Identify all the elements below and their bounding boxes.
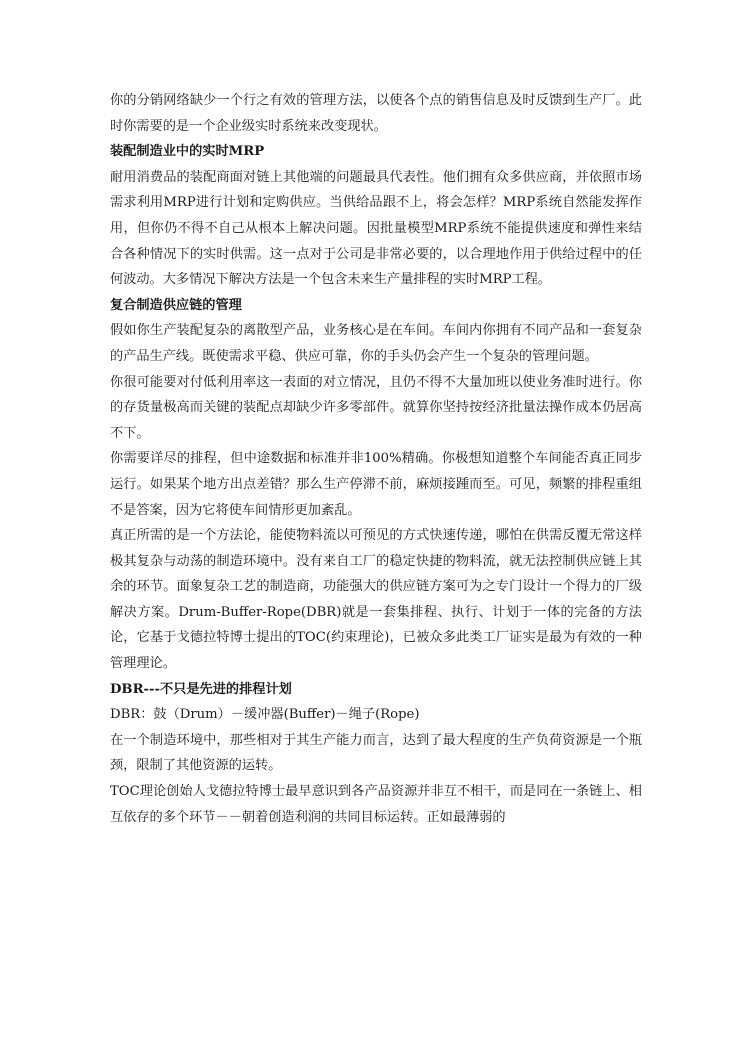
section1-paragraph: 耐用消费品的装配商面对链上其他端的问题最具代表性。他们拥有众多供应商，并依照市场需求利用MRP进行计划和定购供应。当供给品跟不上，将会怎样？MRP系统自然能发挥作用，但你仍不得不自己从根本上解决问题。因批量模型MRP系统不能提供速度和弹性来结合各种情况下的实时供需。这一点对于公司是非常必要的，以合理地作用于供给过程中的任何波动。大多情况下解决方法是一个包含未来生产量排程的实时MRP工程。 [110, 169, 642, 288]
section3-paragraph-2: 在一个制造环境中，那些相对于其生产能力而言，达到了最大程度的生产负荷资源是一个瓶颈，限制了其他资源的运转。 [110, 732, 642, 774]
section2-paragraph-3: 你需要详尽的排程，但中途数据和标准并非100%精确。你极想知道整个车间能否真正同步运行。如果某个地方出点差错？那么生产停滞不前，麻烦接踵而至。可见，频繁的排程重组不是答案，因为它将使车间情形更加紊乱。 [110, 451, 642, 518]
section3-paragraph-3: TOC理论创始人戈德拉特博士最早意识到各产品资源并非互不相干，而是同在一条链上、相互依存的多个环节－－朝着创造利润的共同目标运转。正如最薄弱的 [110, 784, 642, 825]
section2-paragraph-4: 真正所需的是一个方法论，能使物料流以可预见的方式快速传递，哪怕在供需反覆无常这样极其复杂与动荡的制造环境中。没有来自工厂的稳定快捷的物料流，就无法控制供应链上其余的环节。面象复杂工艺的制造商，功能强大的供应链方案可为之专门设计一个得力的厂级解决方案。Drum-Buffer-Rope(DBR)就是一套集排程、执行、计划于一体的完备的方法论，它基于戈德拉特博士提出的TOC(约束理论)，已被众多此类工厂证实是最为有效的一种管理理论。 [110, 528, 642, 672]
section-heading-dbr: DBR---不只是先进的排程计划 [110, 681, 292, 697]
section3-paragraph-1: DBR：鼓（Drum）－缓冲器(Buffer)－绳子(Rope) [110, 707, 420, 723]
section-heading-supply-chain: 复合制造供应链的管理 [110, 297, 242, 313]
section2-paragraph-2: 你很可能要对付低利用率这一表面的对立情况，且仍不得不大量加班以使业务准时进行。你的存货量极高而关键的装配点却缺少许多零部件。就算你坚持按经济批量法操作成本仍居高不下。 [110, 374, 642, 441]
section2-paragraph-1: 假如你生产装配复杂的离散型产品，业务核心是在车间。车间内你拥有不同产品和一套复杂的产品生产线。既使需求平稳、供应可靠，你的手头仍会产生一个复杂的管理问题。 [110, 323, 642, 364]
section-heading-realtime-mrp: 装配制造业中的实时MRP [110, 144, 265, 160]
intro-paragraph: 你的分销网络缺少一个行之有效的管理方法，以使各个点的销售信息及时反馈到生产厂。此时你需要的是一个企业级实时系统来改变现状。 [110, 93, 642, 134]
document-body [110, 88, 642, 830]
